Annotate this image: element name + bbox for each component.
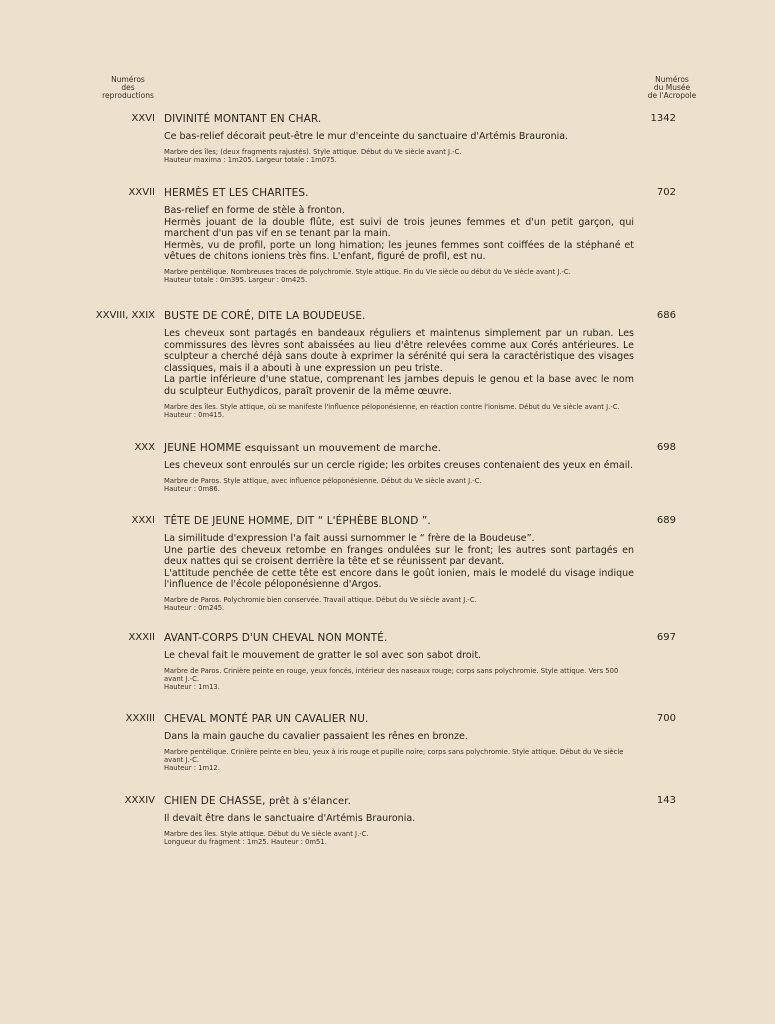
museum-number: 698 xyxy=(656,442,676,453)
museum-number: 702 xyxy=(656,187,676,198)
museum-number: 700 xyxy=(656,713,676,724)
description-paragraph: Hermès, vu de profil, porte un long himation; les jeunes femmes sont coiffées de la stéphané et vêtues de chitons ioniens très fins. L'enfant, figuré de profil, est nu. xyxy=(164,239,634,263)
reproduction-number: XXXI xyxy=(131,515,155,526)
title-text: AVANT-CORPS D'UN CHEVAL NON MONTÉ. xyxy=(164,632,388,644)
note-line: Marbre des îles. Style attique. Début du Ve siècle avant J.-C. xyxy=(164,829,369,838)
title-text: TÊTE DE JEUNE HOMME, DIT “ L'ÉPHÈBE BLOND ”. xyxy=(164,515,431,527)
title-text: CHEVAL MONTÉ PAR UN CAVALIER NU. xyxy=(164,713,369,725)
description-paragraph: Il devait être dans le sanctuaire d'Artémis Brauronia. xyxy=(164,813,416,824)
note-line: Marbre des îles. Style attique, où se manifeste l'influence péloponésienne, en réaction contre l'ionisme. Début du Ve siècle avant J.-C. xyxy=(164,402,620,411)
description-paragraph: Ce bas-relief décorait peut-être le mur d'enceinte du sanctuaire d'Artémis Brauronia. xyxy=(164,131,569,142)
entry-title xyxy=(164,442,634,455)
reproduction-number: XXXIV xyxy=(124,795,155,806)
header-left-line: Numéros xyxy=(111,75,145,84)
description-paragraph: Les cheveux sont partagés en bandeaux réguliers et maintenus simplement par un ruban. Les commissures des lèvres sont abaissées au lieu d'être relevées comme aux Corés antérieures. Le sculpteur a cherché déjà sans doute à exprimer la sérénité qui sera la caractéristique des visages classiques, mais il a abouti à une expression un peu triste. xyxy=(164,328,634,374)
note-line: Marbre de Paros. Polychromie bien conservée. Travail attique. Début du Ve siècle avant J.-C. xyxy=(164,595,477,604)
header-reproduction-numbers xyxy=(98,76,158,100)
technical-notes xyxy=(164,268,634,284)
title-subtitle: esquissant un mouvement de marche. xyxy=(244,443,441,454)
reproduction-number: XXXII xyxy=(128,632,155,643)
technical-notes xyxy=(164,403,634,419)
technical-notes xyxy=(164,477,634,493)
title-text: DIVINITÉ MONTANT EN CHAR. xyxy=(164,113,322,125)
entry-title xyxy=(164,113,634,126)
museum-number: 1342 xyxy=(650,113,676,124)
entry-title xyxy=(164,515,634,528)
reproduction-number: XXVII xyxy=(128,187,155,198)
entry-body xyxy=(164,113,634,164)
note-line: Hauteur totale : 0m395. Largeur : 0m425. xyxy=(164,275,308,284)
entry-body xyxy=(164,515,634,612)
note-line: Hauteur : 0m415. xyxy=(164,410,225,419)
museum-number: 697 xyxy=(656,632,676,643)
header-right-line: Numéros xyxy=(655,75,689,84)
note-line: Hauteur : 1m13. xyxy=(164,682,220,691)
header-left-line: des xyxy=(121,83,135,92)
description-paragraph: La similitude d'expression l'a fait aussi surnommer le “ frère de la Boudeuse”. xyxy=(164,533,535,544)
entry-title xyxy=(164,795,634,808)
note-line: Marbre des îles; (deux fragments rajustés). Style attique. Début du Ve siècle avant J.-C. xyxy=(164,147,462,156)
entry-title xyxy=(164,632,634,645)
technical-notes xyxy=(164,748,634,772)
note-line: Hauteur : 1m12. xyxy=(164,763,220,772)
museum-number: 689 xyxy=(656,515,676,526)
note-line: Marbre de Paros. Style attique, avec influence péloponésienne. Début du Ve siècle avant J.-C. xyxy=(164,476,482,485)
description-paragraph: Bas-relief en forme de stèle à fronton. xyxy=(164,205,345,216)
entry-body xyxy=(164,442,634,493)
title-text: CHIEN DE CHASSE, xyxy=(164,795,266,807)
reproduction-number: XXXIII xyxy=(125,713,155,724)
title-text: HERMÈS ET LES CHARITES. xyxy=(164,187,309,199)
description-paragraph: Dans la main gauche du cavalier passaient les rênes en bronze. xyxy=(164,731,468,742)
note-line: Hauteur maxima : 1m205. Largeur totale : 1m075. xyxy=(164,155,337,164)
entry-title xyxy=(164,713,634,726)
note-line: Hauteur : 0m86. xyxy=(164,484,220,493)
note-line: Hauteur : 0m245. xyxy=(164,603,225,612)
header-right-line: de l'Acropole xyxy=(647,91,697,100)
title-text: BUSTE DE CORÉ, DITE LA BOUDEUSE. xyxy=(164,310,366,322)
entry-body xyxy=(164,713,634,772)
title-subtitle: prêt à s'élancer. xyxy=(268,796,351,807)
technical-notes xyxy=(164,148,634,164)
entry-body xyxy=(164,310,634,419)
description-paragraph: Hermès jouant de la double flûte, est suivi de trois jeunes femmes et d'un petit garçon, qui marchent d'un pas vif en se tenant par la main. xyxy=(164,216,634,240)
note-line: Marbre pentélique. Nombreuses traces de polychromie. Style attique. Fin du VIe siècle ou début du Ve siècle avant J.-C. xyxy=(164,267,571,276)
description-paragraph: L'attitude penchée de cette tête est encore dans le goût ionien, mais le modelé du visage indique l'influence de l'école péloponésienne d'Argos. xyxy=(164,567,634,591)
title-text: JEUNE HOMME xyxy=(164,442,242,454)
note-line: Longueur du fragment : 1m25. Hauteur : 0m51. xyxy=(164,837,327,846)
technical-notes xyxy=(164,667,634,691)
entry-body xyxy=(164,795,634,846)
note-line: Marbre pentélique. Crinière peinte en bleu, yeux à iris rouge et pupille noire; corps sans polychromie. Style attique. Début du Ve siècle avant J.-C. xyxy=(164,747,624,764)
header-right-line: du Musée xyxy=(653,83,691,92)
reproduction-number: XXVIII, XXIX xyxy=(95,310,155,321)
description-paragraph: La partie inférieure d'une statue, comprenant les jambes depuis le genou et la base avec le nom du sculpteur Euthydicos, paraît provenir de la même œuvre. xyxy=(164,374,634,397)
reproduction-number: XXVI xyxy=(131,113,155,124)
description-paragraph: Les cheveux sont enroulés sur un cercle rigide; les orbites creuses contenaient des yeux en émail. xyxy=(164,460,634,471)
header-left-line: reproductions xyxy=(102,91,154,100)
description-paragraph: Le cheval fait le mouvement de gratter le sol avec son sabot droit. xyxy=(164,650,482,661)
museum-number: 143 xyxy=(656,795,676,806)
note-line: Marbre de Paros. Crinière peinte en rouge, yeux foncés, intérieur des naseaux rouge; corps sans polychromie. Style attique. Vers 500 avant J.-C. xyxy=(164,666,619,683)
reproduction-number: XXX xyxy=(134,442,155,453)
entry-body xyxy=(164,632,634,691)
museum-number: 686 xyxy=(656,310,676,321)
technical-notes xyxy=(164,830,634,846)
entry-title xyxy=(164,310,634,323)
header-museum-numbers xyxy=(640,76,704,100)
entry-title xyxy=(164,187,634,200)
description-paragraph: Une partie des cheveux retombe en franges ondulées sur le front; les autres sont partagés en deux nattes qui se croisent derrière la tête et se réunissent par devant. xyxy=(164,544,634,568)
technical-notes xyxy=(164,596,634,612)
entry-body xyxy=(164,187,634,284)
